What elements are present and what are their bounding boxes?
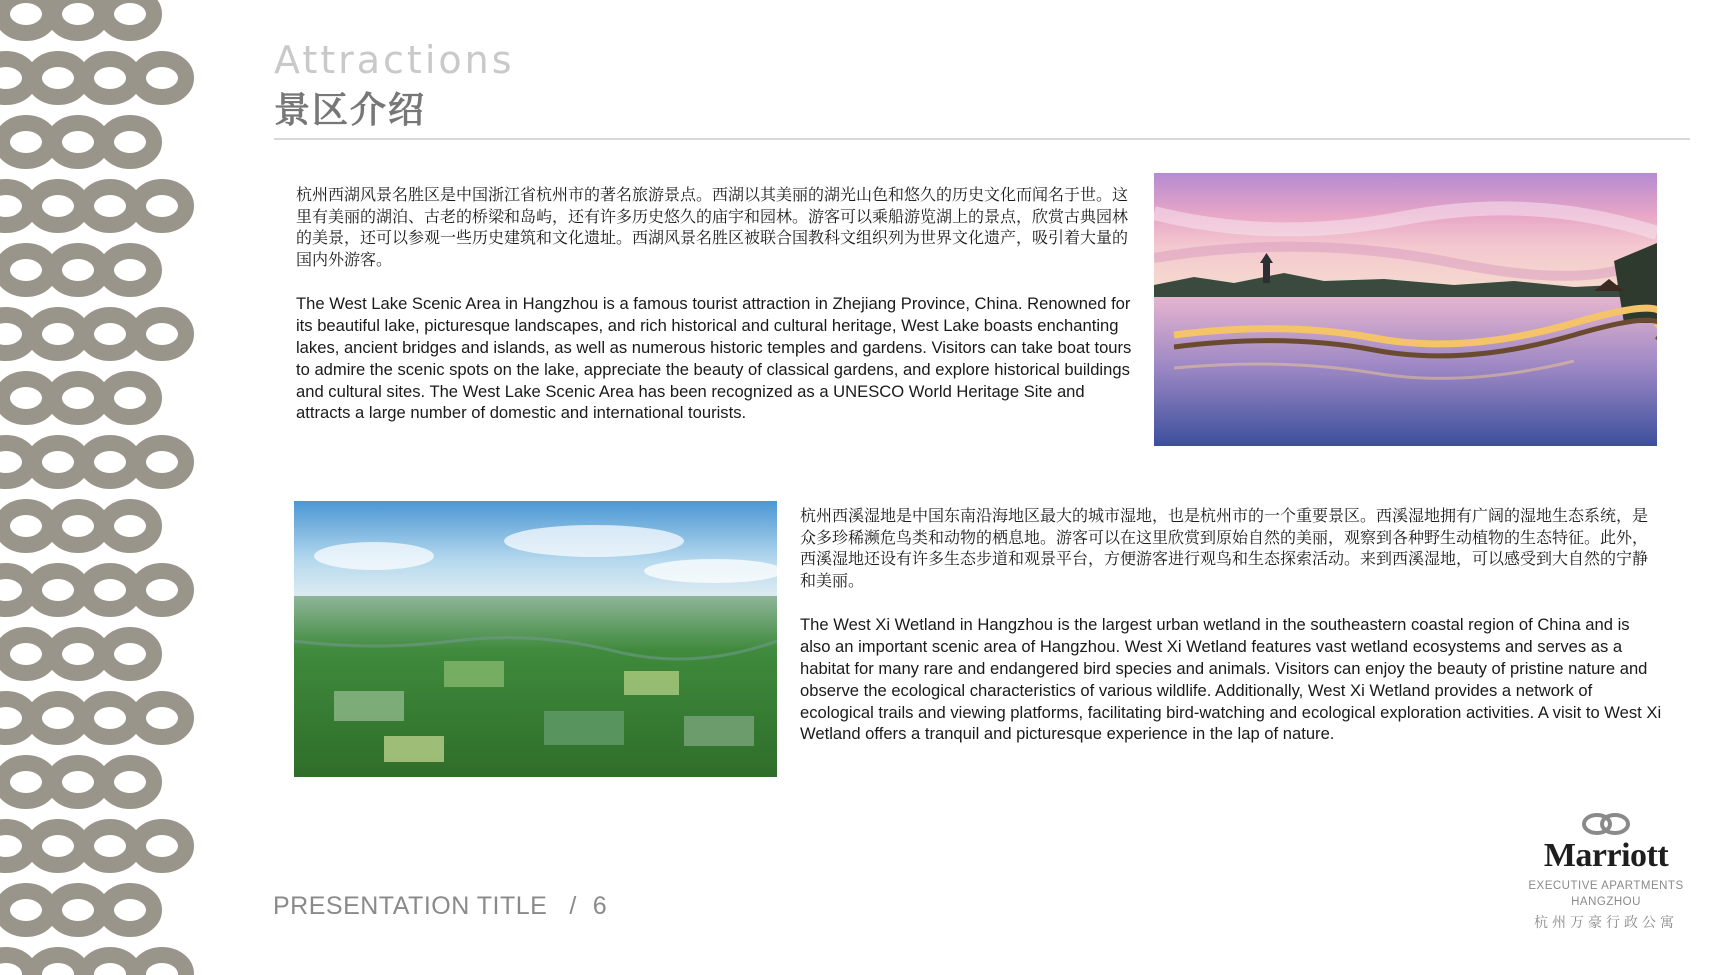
presentation-title: PRESENTATION TITLE — [273, 892, 548, 920]
xixi-wetland-text-en: The West Xi Wetland in Hangzhou is the largest urban wetland in the southeastern coastal region of China and is also an important scenic area of Hangzhou. West Xi Wetland features vast wetland ecosystems and serves as a habitat for many rare and endangered bird species and animals. Visitors can enjoy the beauty of pristine nature and observe the ecological characteristics of various wildlife. Additionally, West Xi Wetland provides a network of ecological trails and viewing platforms, facilitating bird-watching and ecological exploration activities. A visit to West Xi Wetland offers a tranquil and picturesque experience in the lap of nature. — [800, 615, 1662, 744]
west-lake-photo — [1154, 173, 1657, 446]
west-lake-text-zh: 杭州西湖风景名胜区是中国浙江省杭州市的著名旅游景点。西湖以其美丽的湖光山色和悠久的历史文化而闻名于世。这里有美丽的湖泊、古老的桥梁和岛屿，还有许多历史悠久的庙宇和园林。游客可以乘船游览湖上的景点，欣赏古典园林的美景，还可以参观一些历史建筑和文化遗址。西湖风景名胜区被联合国教科文组织列为世界文化遗产，吸引着大量的国内外游客。 — [296, 187, 1129, 269]
section-title-zh: 景区介绍 — [274, 89, 427, 130]
footer-separator: / — [569, 892, 577, 920]
logo-line-2: HANGZHOU — [1571, 896, 1641, 908]
section-title-en: Attractions — [274, 38, 515, 82]
logo-wordmark: Marriott — [1543, 837, 1669, 874]
west-lake-description — [296, 185, 1136, 424]
title-divider — [274, 138, 1690, 140]
marriott-logo — [1522, 812, 1690, 932]
west-lake-text-en: The West Lake Scenic Area in Hangzhou is a famous tourist attraction in Zhejiang Province, China. Renowned for its beautiful lake, picturesque landscapes, and rich historical and cultural heritage, West Lake boasts enchanting lakes, ancient bridges and islands, as well as numerous historic temples and gardens. Visitors can take boat tours to admire the scenic spots on the lake, appreciate the beauty of classical gardens, and explore historical buildings and cultural sites. The West Lake Scenic Area has been recognized as a UNESCO World Heritage Site and attracts a large number of domestic and international tourists. — [296, 294, 1132, 423]
decorative-pattern — [0, 0, 218, 975]
xixi-wetland-text-zh: 杭州西溪湿地是中国东南沿海地区最大的城市湿地，也是杭州市的一个重要景区。西溪湿地拥有广阔的湿地生态系统，是众多珍稀濒危鸟类和动物的栖息地。游客可以在这里欣赏到原始自然的美丽，观察到各种野生动植物的生态特征。此外，西溪湿地还设有许多生态步道和观景平台，方便游客进行观鸟和生态探索活动。来到西溪湿地，可以感受到大自然的宁静和美丽。 — [800, 508, 1649, 590]
xixi-wetland-photo — [294, 501, 777, 777]
logo-line-3: 杭州万豪行政公寓 — [1534, 914, 1678, 930]
xixi-wetland-description — [800, 506, 1662, 745]
marriott-mark-icon — [1578, 812, 1634, 836]
page-number: 6 — [592, 892, 608, 920]
footer — [273, 892, 607, 921]
logo-line-1: EXECUTIVE APARTMENTS — [1528, 880, 1684, 892]
